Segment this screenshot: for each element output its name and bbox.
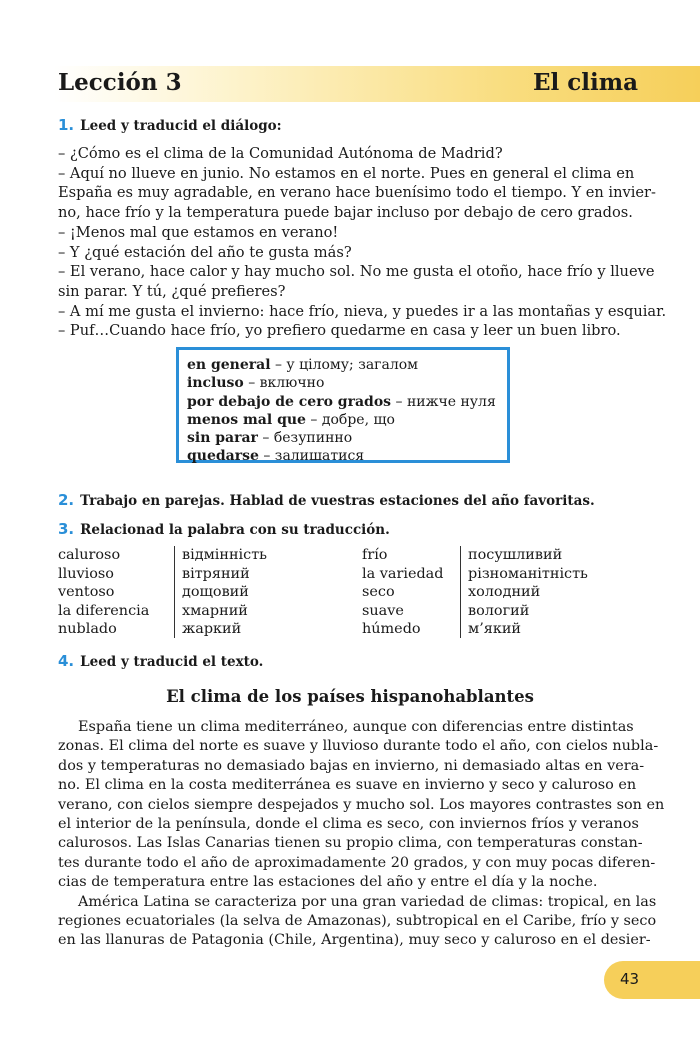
vocab-entry (187, 356, 507, 374)
matching-word: seco (362, 584, 395, 600)
task-instruction: Leed y traducid el diálogo: (80, 118, 282, 134)
vocab-translation: – добре, що (305, 411, 395, 428)
text-line: zonas. El clima del norte es suave y lluvioso durante todo el año, con cielos nubla- (58, 738, 659, 755)
text-line: verano, con cielos siempre despejados y mucho sol. Los mayores contrastes son en (58, 796, 665, 813)
column-divider (174, 546, 175, 638)
task-1 (58, 116, 282, 134)
vocab-entry (187, 429, 507, 447)
vocab-term: quedarse (187, 448, 259, 465)
matching-translation: вітряний (182, 565, 250, 582)
matching-translation: відмінність (182, 547, 268, 563)
matching-translation: жаркий (182, 621, 242, 637)
task-number: 4. (58, 652, 75, 670)
matching-translation: холодний (468, 584, 541, 600)
vocab-translation: – включно (243, 375, 325, 392)
dialog-line: sin parar. Y tú, ¿qué prefieres? (58, 282, 286, 300)
matching-column-ukrainian-2 (468, 546, 588, 639)
dialog-line: – Y ¿qué estación del año te gusta más? (58, 243, 352, 261)
matching-translation: посушливий (468, 547, 563, 563)
reading-title: El clima de los países hispanohablantes (166, 687, 534, 706)
matching-column-ukrainian-1 (182, 546, 267, 639)
page-number: 43 (620, 970, 640, 988)
vocab-entry (187, 393, 507, 411)
task-4 (58, 652, 263, 670)
vocab-term: incluso (187, 375, 244, 392)
text-line: América Latina se caracteriza por una gran variedad de climas: tropical, en las (78, 893, 657, 910)
matching-column-spanish-1 (58, 546, 149, 639)
text-line: calurosos. Las Islas Canarias tienen su propio clima, con temperaturas constan- (58, 835, 643, 852)
matching-word: ventoso (58, 584, 115, 600)
matching-word: húmedo (362, 621, 421, 637)
dialog-line: – ¡Menos mal que estamos en verano! (58, 223, 339, 241)
matching-column-spanish-2 (362, 546, 443, 639)
matching-word: lluvioso (58, 565, 114, 582)
text-line: España tiene un clima mediterráneo, aunque con diferencias entre distintas (78, 719, 634, 735)
text-line: tes durante todo el año de aproximadamente 20 grados, y con muy pocas diferen- (58, 854, 656, 871)
vocab-entry (187, 374, 507, 392)
dialog-line: no, hace frío y la temperatura puede bajar incluso por debajo de cero grados. (58, 204, 633, 222)
task-3 (58, 520, 390, 538)
matching-word: nublado (58, 621, 117, 637)
vocab-term: menos mal que (187, 411, 306, 428)
matching-translation: різноманітність (468, 565, 588, 582)
task-2 (58, 491, 595, 509)
task-number: 2. (58, 491, 75, 509)
task-instruction: Trabajo en parejas. Hablad de vuestras estaciones del año favoritas. (80, 493, 595, 509)
dialog-line: – ¿Cómo es el clima de la Comunidad Autónoma de Madrid? (58, 145, 503, 162)
text-line: no. El clima en la costa mediterránea es suave en invierno y seco y caluroso en (58, 777, 637, 794)
matching-word: suave (362, 602, 404, 619)
vocab-entry (187, 447, 507, 465)
dialog-line: España es muy agradable, en verano hace buenísimo todo el tiempo. Y en invier- (58, 184, 656, 202)
reading-text (58, 718, 665, 951)
matching-word: caluroso (58, 547, 121, 563)
matching-translation: хмарний (182, 602, 248, 619)
dialog-line: – Puf…Cuando hace frío, yo prefiero quedarme en casa y leer un buen libro. (58, 322, 621, 340)
task-number: 1. (58, 116, 75, 134)
vocab-term: sin parar (187, 430, 258, 447)
text-line: cias de temperatura entre las estaciones del año y entre el día y la noche. (58, 874, 598, 891)
matching-word: la variedad (362, 565, 444, 582)
vocab-translation: – нижче нуля (391, 393, 496, 410)
vocab-term: por debajo de cero grados (187, 393, 392, 410)
text-line: regiones ecuatoriales (la selva de Amazonas), subtropical en el Caribe, frío y seco (58, 913, 657, 930)
task-number: 3. (58, 520, 75, 538)
dialog-line: – A mí me gusta el invierno: hace frío, nieva, y puedes ir a las montañas y esquiar. (58, 302, 667, 320)
matching-translation: м’який (468, 621, 522, 637)
vocab-translation: – залишатися (258, 448, 365, 465)
vocab-translation: – безупинно (257, 430, 353, 447)
dialog (58, 144, 667, 341)
matching-word: la diferencia (58, 602, 150, 619)
text-line: dos y temperaturas no demasiado bajas en invierno, ni demasiado altas en vera- (58, 757, 645, 774)
vocab-entry (187, 411, 507, 429)
vocab-translation: – у цілому; загалом (270, 357, 419, 373)
dialog-line: – El verano, hace calor y hay mucho sol. No me gusta el otoño, hace frío y llueve (58, 263, 655, 281)
task-instruction: Relacionad la palabra con su traducción. (80, 522, 390, 538)
lesson-number: Lección 3 (58, 69, 182, 96)
text-line: en las llanuras de Patagonia (Chile, Argentina), muy seco y caluroso en el desier- (58, 932, 651, 949)
text-line: el interior de la península, donde el clima es seco, con inviernos fríos y veranos (58, 816, 639, 833)
lesson-topic: El clima (533, 69, 638, 96)
matching-translation: дощовий (182, 584, 249, 600)
task-instruction: Leed y traducid el texto. (80, 654, 264, 670)
page-number-badge (604, 961, 700, 999)
vocab-term: en general (187, 357, 271, 373)
matching-translation: вологий (468, 602, 530, 619)
dialog-line: – Aquí no llueve en junio. No estamos en el norte. Pues en general el clima en (58, 164, 635, 182)
matching-word: frío (362, 547, 388, 563)
vocabulary-box (176, 347, 510, 463)
column-divider (460, 546, 461, 638)
